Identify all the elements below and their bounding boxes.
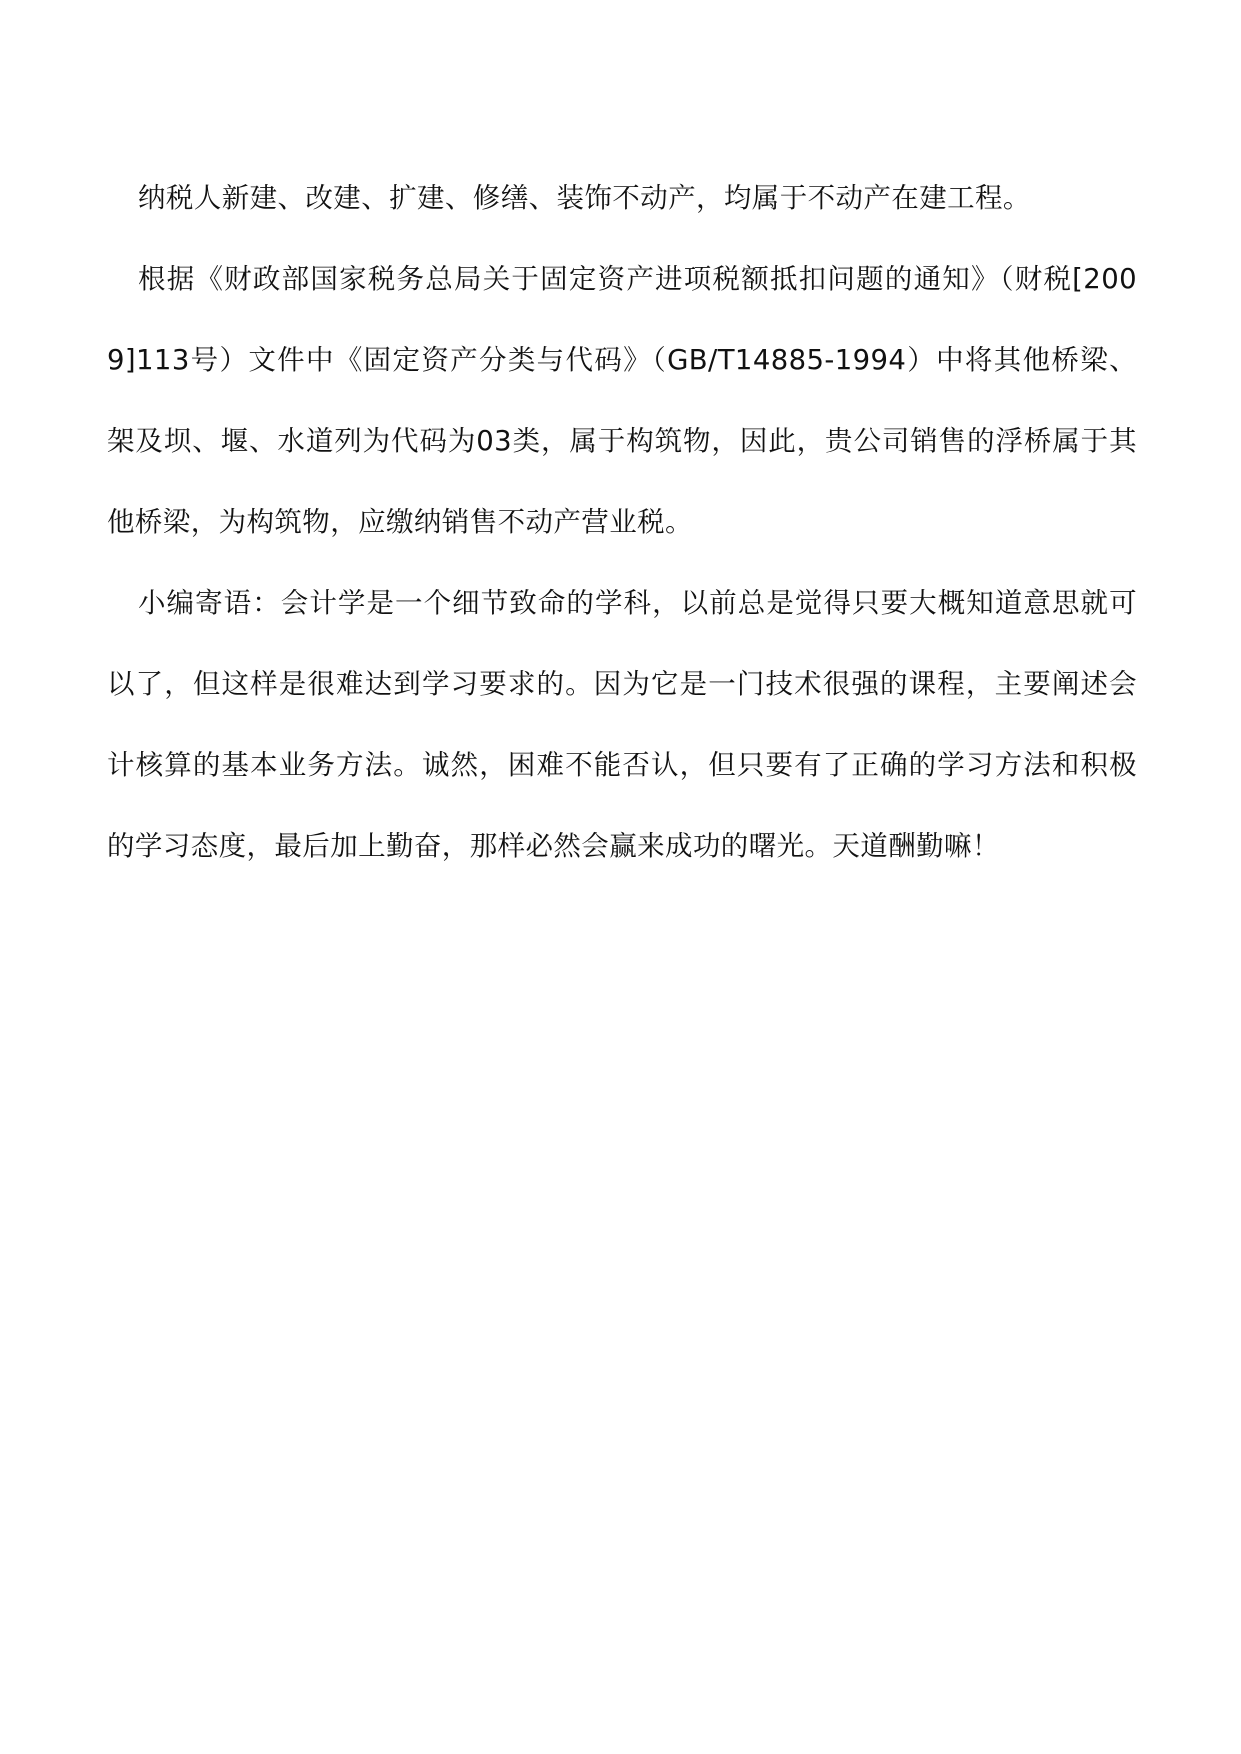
paragraph-editor-note: 小编寄语：会计学是一个细节致命的学科，以前总是觉得只要大概知道意思就可以了，但这样是很难达到学习要求的。因为它是一门技术很强的课程，主要阐述会计核算的基本业务方法。诚然，困难不能否认，但只要有了正确的学习方法和积极的学习态度，最后加上勤奋，那样必然会赢来成功的曙光。天道酬勤嘛！: [107, 587, 1137, 862]
document-body: [107, 158, 1137, 887]
paragraph-fixed-asset-classification: 根据《财政部国家税务总局关于固定资产进项税额抵扣问题的通知》（财税[2009]113号）文件中《固定资产分类与代码》（GB/T14885-1994）中将其他桥梁、架及坝、堰、水道列为代码为03类，属于构筑物，因此，贵公司销售的浮桥属于其他桥梁，为构筑物，应缴纳销售不动产营业税。: [107, 263, 1137, 538]
paragraph-construction-definition: 纳税人新建、改建、扩建、修缮、装饰不动产，均属于不动产在建工程。: [138, 182, 1031, 214]
